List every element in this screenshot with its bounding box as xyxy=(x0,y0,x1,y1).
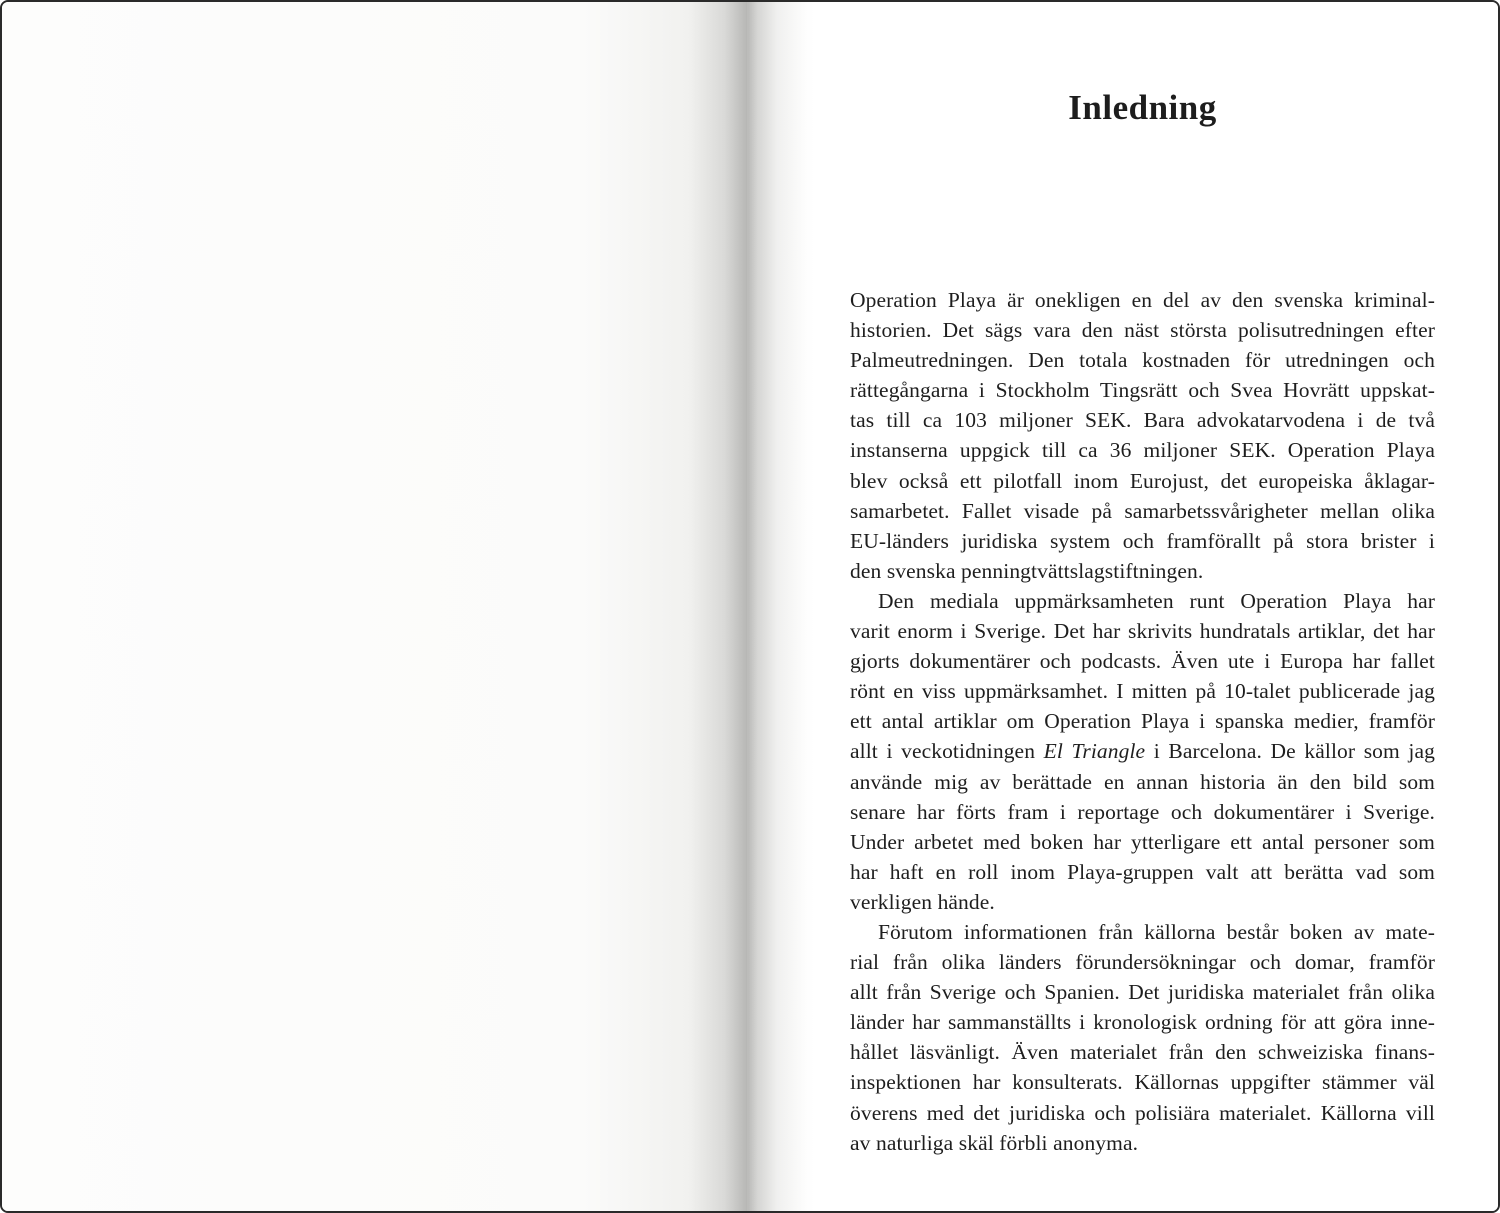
text-line: instanserna uppgick till ca 36 miljoner SEK. Operation Playa xyxy=(850,438,1435,463)
text-line: senare har förts fram i reportage och dokumentärer i Sverige. xyxy=(850,799,1435,824)
text-line: Förutom informationen från källorna består boken av mate- xyxy=(878,919,1435,944)
text-segment: i Barcelona. De källor som jag xyxy=(1145,739,1435,764)
text-line: verkligen hände. xyxy=(850,889,995,914)
text-line: Under arbetet med boken har ytterligare ett antal personer som xyxy=(850,829,1435,854)
text-line xyxy=(850,736,1435,766)
text-line: av naturliga skäl förbli anonyma. xyxy=(850,1130,1139,1155)
text-line: allt från Sverige och Spanien. Det juridiska materialet från olika xyxy=(850,980,1435,1005)
left-page-blank xyxy=(2,2,747,1211)
text-segment: allt i veckotidningen xyxy=(850,739,1044,764)
text-line: rönt en viss uppmärksamhet. I mitten på 10-talet publicerade jag xyxy=(850,679,1435,704)
right-page xyxy=(747,2,1498,1211)
text-line: ett antal artiklar om Operation Playa i spanska medier, framför xyxy=(850,709,1435,734)
text-line: Den mediala uppmärksamheten runt Operation Playa har xyxy=(878,588,1435,613)
text-line: historien. Det sägs vara den näst största polisutredningen efter xyxy=(850,318,1435,343)
text-line: rättegångarna i Stockholm Tingsrätt och Svea Hovrätt uppskat- xyxy=(850,378,1435,403)
text-line: den svenska penningtvättslagstiftningen. xyxy=(850,558,1204,583)
text-line: har haft en roll inom Playa-gruppen valt att berätta vad som xyxy=(850,859,1435,884)
text-line: länder har sammanställts i kronologisk ordning för att göra inne- xyxy=(850,1010,1435,1035)
text-line: hållet läsvänligt. Även materialet från den schweiziska finans- xyxy=(850,1040,1435,1065)
text-line: samarbetet. Fallet visade på samarbetssvårigheter mellan olika xyxy=(850,498,1435,523)
text-line: inspektionen har konsulterats. Källornas uppgifter stämmer väl xyxy=(850,1070,1435,1095)
body-text xyxy=(850,285,1435,1158)
text-line: tas till ca 103 miljoner SEK. Bara advokatarvodena i de två xyxy=(850,408,1435,433)
text-line: Palmeutredningen. Den totala kostnaden för utredningen och xyxy=(850,348,1435,373)
text-line: Operation Playa är onekligen en del av den svenska kriminal- xyxy=(850,288,1435,312)
text-line: gjorts dokumentärer och podcasts. Även ute i Europa har fallet xyxy=(850,649,1435,674)
text-line: överens med det juridiska och polisiära materialet. Källorna vill xyxy=(850,1100,1435,1125)
text-line: EU-länders juridiska system och framförallt på stora brister i xyxy=(850,528,1435,553)
text-line: blev också ett pilotfall inom Eurojust, det europeiska åklagar- xyxy=(850,468,1435,493)
text-line: rial från olika länders förundersökningar och domar, framför xyxy=(850,950,1435,975)
text-line: varit enorm i Sverige. Det har skrivits hundratals artiklar, det har xyxy=(850,619,1435,644)
text-line: använde mig av berättade en annan historia än den bild som xyxy=(850,769,1435,794)
italic-text-segment: El Triangle xyxy=(1043,739,1146,764)
chapter-title: Inledning xyxy=(1068,88,1217,127)
